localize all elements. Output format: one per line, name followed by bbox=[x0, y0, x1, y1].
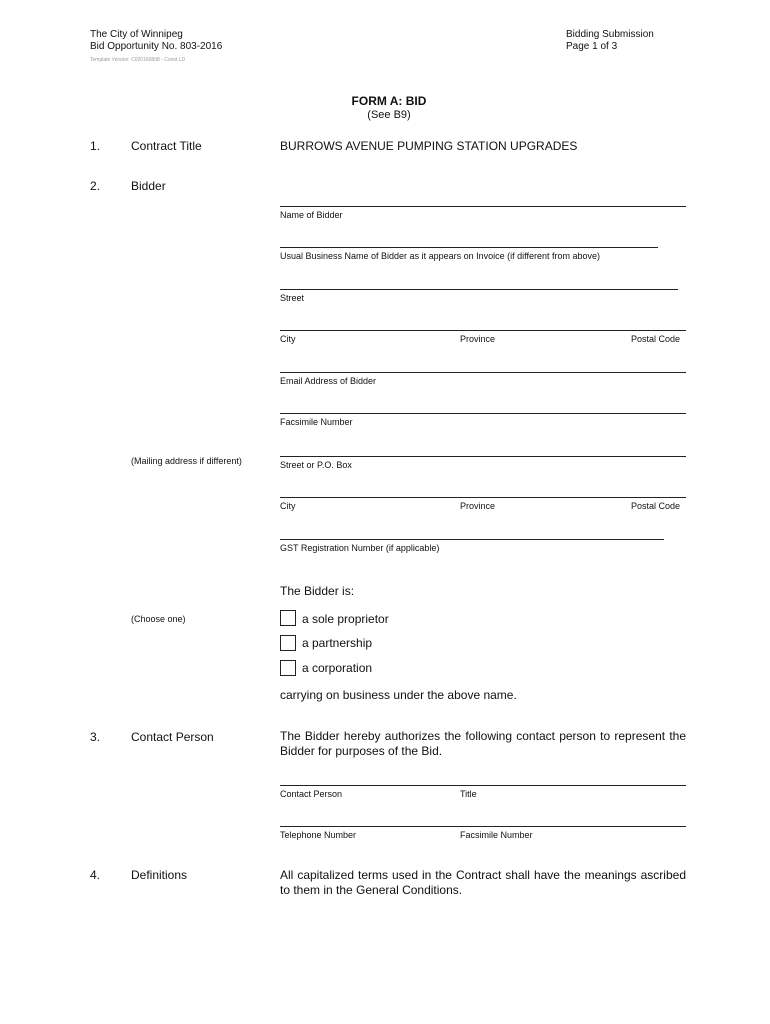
province-caption: Province bbox=[460, 334, 496, 344]
gst-field[interactable] bbox=[280, 539, 664, 540]
contact-authorization-text: The Bidder hereby authorizes the following contact person to represent the Bidder for purposes of the Bid. bbox=[280, 729, 686, 758]
city-province-postal-field[interactable] bbox=[280, 330, 686, 331]
header-template-version: Template Version: C020160808 - Const LD bbox=[90, 57, 186, 63]
bidder-is-label: The Bidder is: bbox=[280, 584, 355, 598]
telephone-caption: Telephone Number bbox=[280, 830, 357, 840]
section-2-number: 2. bbox=[90, 179, 101, 193]
section-4-label: Definitions bbox=[131, 868, 188, 882]
section-4-number: 4. bbox=[90, 868, 101, 882]
section-2-label: Bidder bbox=[131, 179, 166, 193]
fax-field[interactable] bbox=[280, 413, 686, 414]
choose-one-note: (Choose one) bbox=[131, 614, 186, 624]
contact-fax-caption: Facsimile Number bbox=[460, 830, 533, 840]
section-3-label: Contact Person bbox=[131, 730, 214, 744]
mailing-street-caption: Street or P.O. Box bbox=[280, 460, 352, 470]
header-page-number: Page 1 of 3 bbox=[566, 41, 618, 52]
carrying-on-business-text: carrying on business under the above name. bbox=[280, 688, 517, 702]
contact-title-field[interactable] bbox=[280, 785, 686, 786]
mailing-street-field[interactable] bbox=[280, 456, 686, 457]
gst-caption: GST Registration Number (if applicable) bbox=[280, 543, 440, 553]
city-caption: City bbox=[280, 334, 296, 344]
corporation-checkbox[interactable] bbox=[280, 660, 296, 676]
header-org: The City of Winnipeg bbox=[90, 29, 183, 40]
bidder-name-caption: Name of Bidder bbox=[280, 210, 343, 220]
section-3-number: 3. bbox=[90, 730, 101, 744]
form-title: FORM A: BID bbox=[351, 94, 427, 108]
mailing-address-note: (Mailing address if different) bbox=[131, 456, 242, 466]
email-field[interactable] bbox=[280, 372, 686, 373]
corporation-label: a corporation bbox=[302, 661, 373, 675]
sole-proprietor-label: a sole proprietor bbox=[302, 612, 389, 626]
fax-caption: Facsimile Number bbox=[280, 417, 353, 427]
business-name-field[interactable] bbox=[280, 247, 658, 248]
mailing-city-caption: City bbox=[280, 501, 296, 511]
header-bid-number: Bid Opportunity No. 803-2016 bbox=[90, 41, 223, 52]
mailing-province-caption: Province bbox=[460, 501, 496, 511]
definitions-text: All capitalized terms used in the Contract shall have the meanings ascribed to them in the General Conditions. bbox=[280, 868, 686, 897]
business-name-caption: Usual Business Name of Bidder as it appears on Invoice (if different from above) bbox=[280, 251, 600, 261]
mailing-postal-code-caption: Postal Code bbox=[631, 501, 681, 511]
sole-proprietor-checkbox[interactable] bbox=[280, 610, 296, 626]
contact-person-caption: Contact Person bbox=[280, 789, 343, 799]
mailing-city-province-postal-field[interactable] bbox=[280, 497, 686, 498]
street-caption: Street bbox=[280, 293, 305, 303]
partnership-label: a partnership bbox=[302, 636, 373, 650]
contract-title-value: BURROWS AVENUE PUMPING STATION UPGRADES bbox=[280, 139, 578, 153]
email-caption: Email Address of Bidder bbox=[280, 376, 377, 386]
section-1-label: Contract Title bbox=[131, 139, 202, 153]
partnership-checkbox[interactable] bbox=[280, 635, 296, 651]
header-doc-type: Bidding Submission bbox=[566, 29, 654, 40]
phone-fax-field[interactable] bbox=[280, 826, 686, 827]
bidder-name-field[interactable] bbox=[280, 206, 686, 207]
section-1-number: 1. bbox=[90, 139, 101, 153]
street-field[interactable] bbox=[280, 289, 678, 290]
postal-code-caption: Postal Code bbox=[631, 334, 681, 344]
contact-title-caption: Title bbox=[460, 789, 477, 799]
form-see-reference: (See B9) bbox=[367, 109, 411, 121]
